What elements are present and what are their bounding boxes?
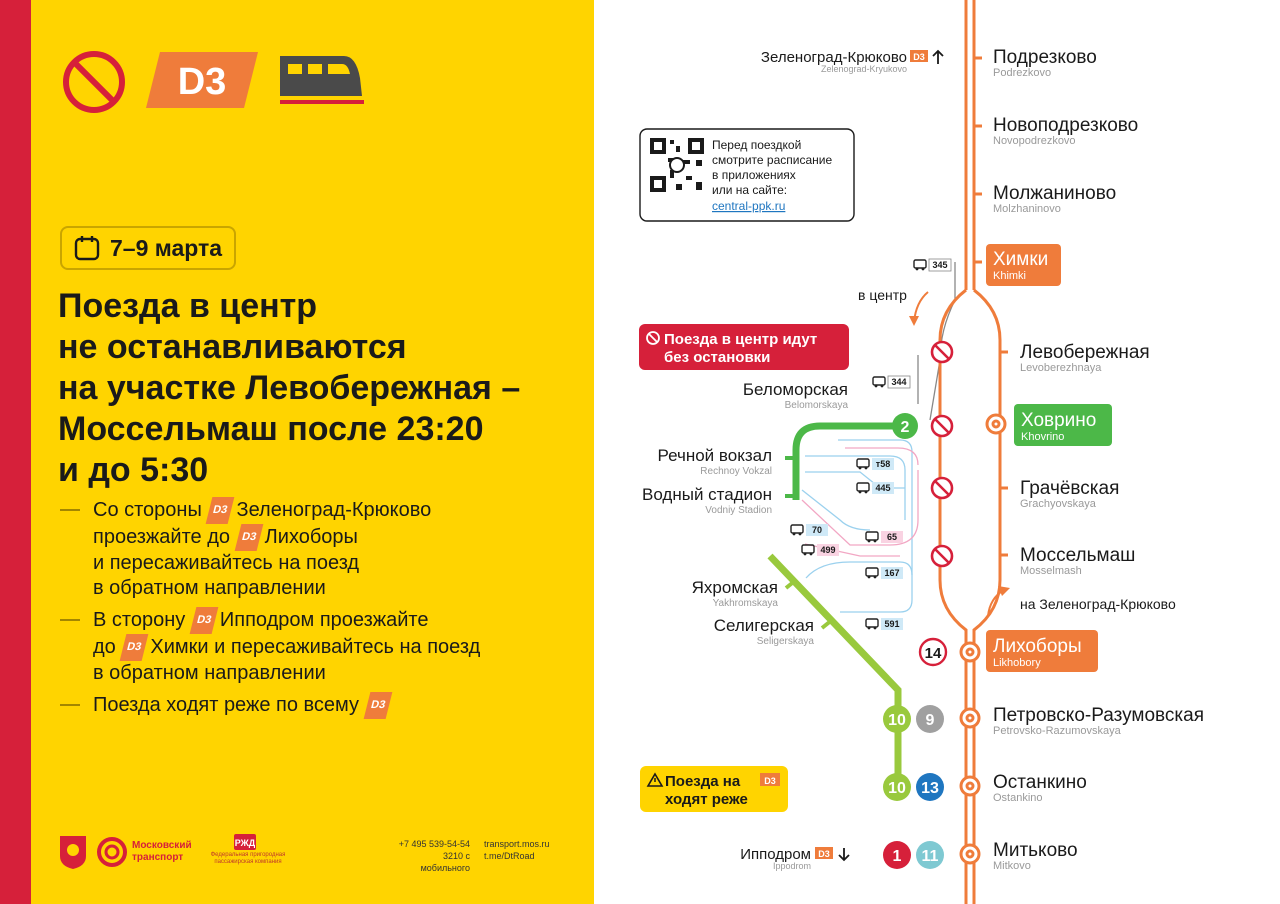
instruction-item: В сторону D3 Ипподром проезжайте до D3 Химки и пересаживайтесь на поезд в обратном направлении: [60, 607, 560, 686]
info-panel: [0, 0, 594, 904]
station-belomorskaya: Беломорская: [742, 380, 848, 399]
headline-line: не останавливаются: [58, 328, 407, 366]
station-likhobory: Лихоборы: [993, 636, 1082, 657]
bus-number: 70: [811, 525, 823, 535]
dash-marker: [60, 619, 80, 621]
station-mosselmash: Моссельмаш: [1020, 545, 1136, 566]
svg-text:Zelenograd-Kryukovo: Zelenograd-Kryukovo: [820, 64, 907, 74]
station-en: Grachyovskaya: [1020, 498, 1096, 510]
station-vodniy-stadion: Водный стадион: [642, 485, 772, 504]
station-en: Khovrino: [1021, 431, 1065, 443]
station-grachyovskaya: Грачёвская: [1020, 478, 1120, 499]
direction-to-zelenograd: на Зеленоград-Крюково: [1020, 596, 1176, 612]
instruction-item: Со стороны D3 Зеленоград-Крюково проезжайте до D3 Лихоборы и пересаживайтесь на поезд в обратном направлении: [60, 497, 560, 601]
headline-line: на участке Левобережная –: [58, 369, 521, 407]
no-stop-signs: [932, 342, 952, 566]
d3-tag: D3: [818, 849, 830, 859]
svg-text:или на сайте:: или на сайте:: [712, 183, 788, 197]
bus-number: 344: [891, 377, 907, 387]
bus-icon: [914, 260, 926, 270]
metro-badge: 2: [900, 419, 910, 436]
svg-text:РЖД: РЖД: [234, 838, 256, 848]
bus-icon: [866, 568, 878, 578]
train-icon: [278, 52, 366, 110]
station-ostankino: Останкино: [993, 772, 1087, 793]
d3-tag: D3: [234, 524, 263, 551]
d3-tag: D3: [764, 776, 776, 786]
headline: [58, 286, 578, 491]
bus-number: 167: [884, 568, 900, 578]
bus-icon: [857, 483, 869, 493]
svg-text:Перед поездкой: Перед поездкой: [712, 138, 802, 152]
d3-line-badge: [146, 52, 258, 108]
station-khovrino: Ховрино: [1021, 410, 1097, 431]
bus-number: 591: [884, 619, 900, 629]
metro-badge: 13: [921, 780, 939, 797]
frequency-alert: [640, 766, 788, 812]
station-petrovsko-razumovskaya: Петровско-Разумовская: [993, 705, 1205, 726]
station-molzhaninovo: Молжаниново: [993, 183, 1117, 204]
station-en: Podrezkovo: [993, 67, 1052, 79]
no-stop-icon: [932, 478, 952, 498]
metro-badge: 10: [888, 712, 906, 729]
metro-badge: 10: [888, 780, 906, 797]
instruction-item: Поезда ходят реже по всему D3: [60, 692, 560, 719]
rzd-logo: [234, 834, 256, 850]
no-stop-icon: [932, 546, 952, 566]
svg-text:Ippodrom: Ippodrom: [772, 861, 811, 871]
arrow-down-icon: [839, 848, 849, 860]
d3-badge-text: D3: [177, 61, 227, 103]
station-en: Mitkovo: [993, 860, 1031, 872]
headline-line: Поезда в центр: [58, 287, 318, 325]
phone-contact: +7 495 539-54-54 3210 с мобильного: [398, 839, 470, 873]
web-contact: transport.mos.ru t.me/DtRoad: [484, 839, 550, 861]
svg-text:Seligerskaya: Seligerskaya: [756, 636, 814, 647]
bus-icon: [866, 619, 878, 629]
no-stop-icon: [932, 342, 952, 362]
bus-icon: [802, 545, 814, 555]
station-en: Likhobory: [993, 657, 1041, 669]
station-podrezkovo: Подрезково: [993, 47, 1097, 68]
red-stripe: [0, 0, 31, 904]
svg-text:Yakhromskaya: Yakhromskaya: [712, 598, 778, 609]
svg-text:Зеленоград-Крюково: Зеленоград-Крюково: [760, 49, 907, 66]
schedule-link: central-ppk.ru: [712, 199, 786, 213]
d3-tag: D3: [206, 497, 235, 524]
metro-badge: 1: [892, 848, 902, 865]
bus-number: 499: [820, 545, 836, 555]
calendar-icon: [74, 235, 100, 261]
dash-marker: [60, 509, 80, 511]
bus-badges: [791, 259, 951, 630]
svg-text:Ипподром: Ипподром: [740, 846, 811, 863]
d3-tag: D3: [189, 607, 218, 634]
svg-text:Поезда на: Поезда на: [665, 773, 741, 790]
station-rechnoy-vokzal: Речной вокзал: [657, 446, 772, 465]
station-seligerskaya: Селигерская: [713, 616, 814, 635]
arrow-head-icon: [909, 316, 919, 326]
d3-tag: D3: [913, 52, 925, 62]
bus-icon: [873, 377, 885, 387]
svg-text:Rechnoy Vokzal: Rechnoy Vokzal: [700, 466, 772, 477]
metro-badge: 11: [921, 848, 939, 865]
dash-marker: [60, 704, 80, 706]
station-mitkovo: Митьково: [993, 840, 1078, 861]
terminal-north: [761, 49, 943, 74]
bus-number: 65: [886, 532, 898, 542]
svg-text:в приложениях: в приложениях: [712, 168, 796, 182]
metro-line-10: [770, 556, 898, 790]
date-badge: [60, 226, 236, 270]
headline-line: и до 5:30: [58, 451, 209, 489]
headline-line: Моссельмаш после 23:20: [58, 410, 484, 448]
station-en: Petrovsko-Razumovskaya: [993, 725, 1121, 737]
station-khimki: Химки: [993, 249, 1049, 270]
d3-tag: D3: [363, 692, 392, 719]
metro-badge: 9: [925, 712, 935, 729]
bus-number: 345: [932, 260, 948, 270]
d3-line: [930, 0, 1000, 904]
moscow-transport-logo: [96, 836, 128, 868]
station-novopodrezkovo: Новоподрезково: [993, 115, 1139, 136]
svg-text:без остановки: без остановки: [664, 349, 771, 366]
bus-icon: [857, 459, 869, 469]
qr-code-icon: [650, 138, 704, 192]
d3-station-labels: [986, 47, 1204, 872]
no-stop-icon: [932, 416, 952, 436]
instructions-list: [60, 497, 560, 725]
rzd-caption: Федеральная пригородная пассажирская компания: [210, 852, 286, 865]
station-en: Molzhaninovo: [993, 203, 1061, 215]
svg-text:ходят реже: ходят реже: [665, 791, 748, 808]
no-stop-alert: [639, 324, 849, 370]
qr-info-box: [640, 129, 854, 221]
svg-text:смотрите расписание: смотрите расписание: [712, 153, 833, 167]
station-en: Novopodrezkovo: [993, 135, 1076, 147]
footer: [58, 834, 558, 874]
bus-number: 445: [875, 483, 891, 493]
no-stop-icon: [62, 50, 126, 114]
route-map: [594, 0, 1280, 904]
d3-tag: D3: [120, 634, 149, 661]
direction-to-center: в центр: [858, 287, 907, 303]
station-levoberezhnaya: Левобережная: [1020, 342, 1150, 363]
bus-icon: [791, 525, 803, 535]
station-en: Mosselmash: [1020, 565, 1082, 577]
svg-text:Поезда в центр идут: Поезда в центр идут: [664, 331, 818, 348]
station-en: Khimki: [993, 270, 1027, 282]
terminal-south: [740, 846, 849, 871]
bus-icon: [866, 532, 878, 542]
station-en: Ostankino: [993, 792, 1043, 804]
brand-name: Московский транспорт: [132, 840, 192, 863]
moscow-crest-icon: [58, 834, 88, 870]
svg-text:Belomorskaya: Belomorskaya: [784, 400, 848, 411]
date-text: 7–9 марта: [110, 234, 223, 261]
bus-number: т58: [875, 459, 891, 469]
arrow-up-icon: [933, 51, 943, 64]
metro-badge: 14: [924, 645, 942, 662]
station-en: Levoberezhnaya: [1020, 362, 1102, 374]
station-yakhromskaya: Яхромская: [691, 578, 778, 597]
svg-text:Vodniy Stadion: Vodniy Stadion: [705, 505, 772, 516]
